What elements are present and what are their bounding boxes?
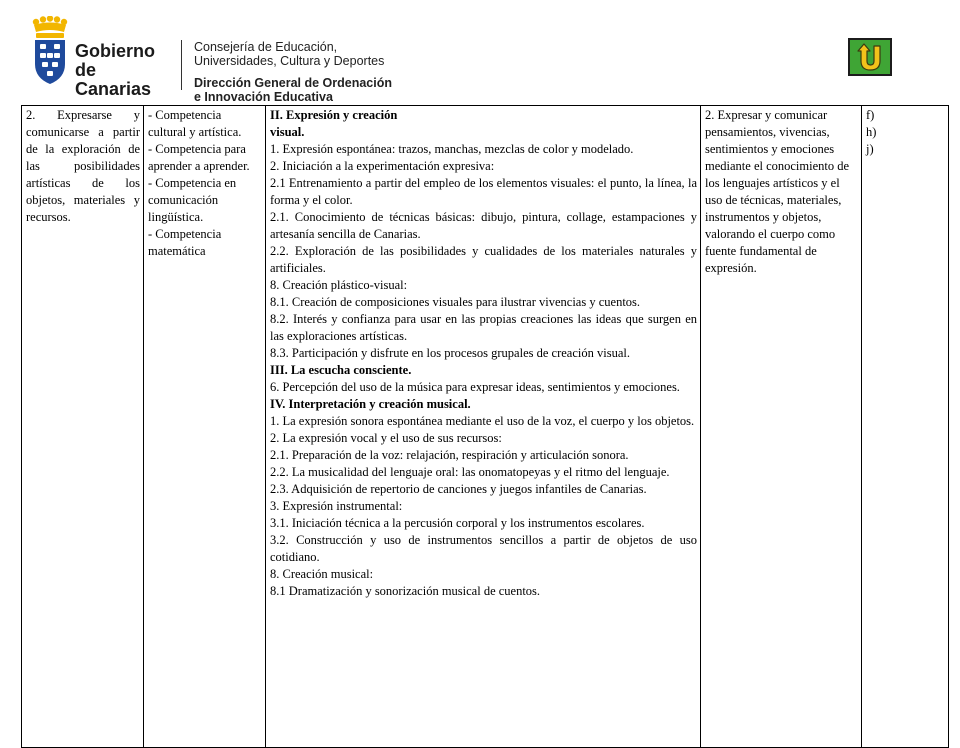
contents-cell: [266, 106, 701, 748]
logo-line-2: de Canarias: [75, 60, 152, 99]
content-item: 2. Iniciación a la experimentación expresiva:: [270, 159, 495, 173]
content-item: 8. Creación plástico-visual:: [270, 278, 408, 292]
content-item: 8.1. Creación de composiciones visuales para ilustrar vivencias y cuentos.: [270, 295, 641, 309]
content-heading: II. Expresión y creación: [270, 108, 398, 122]
logo-line-1: Gobierno: [75, 41, 155, 61]
direccion-line-1: Dirección General de Ordenación: [194, 76, 392, 90]
content-item: 2.1. Conocimiento de técnicas básicas: dibujo, pintura, collage, estampaciones y artesanía sencilla de Canarias.: [270, 210, 697, 241]
content-item: 8.1 Dramatización y sonorización musical de cuentos.: [270, 584, 541, 598]
content-item: 3.1. Iniciación técnica a la percusión corporal y los instrumentos escolares.: [270, 516, 645, 530]
content-item: 2.2. La musicalidad del lenguaje oral: las onomatopeyas y el ritmo del lenguaje.: [270, 465, 670, 479]
content-item: 6. Percepción del uso de la música para expresar ideas, sentimientos y emociones.: [270, 380, 680, 394]
content-item: 2.1. Preparación de la voz: relajación, respiración y articulación sonora.: [270, 448, 629, 462]
content-item: 8.2. Interés y confianza para usar en las propias creaciones las ideas que surgen en las exploraciones artísticas.: [270, 312, 697, 343]
content-item: 3. Expresión instrumental:: [270, 499, 403, 513]
content-item: 2. La expresión vocal y el uso de sus recursos:: [270, 431, 502, 445]
content-item: 1. Expresión espontánea: trazos, manchas, mezclas de color y modelado.: [270, 142, 634, 156]
objective-cell: 2. Expresarse y comunicarse a partir de la exploración de las posibilidades artísticas de los objetos, materiales y recursos.: [22, 106, 144, 748]
u-turn-arrow-icon: [850, 40, 890, 74]
stage-objectives-cell: [862, 106, 949, 748]
content-heading: IV. Interpretación y creación musical.: [270, 397, 471, 411]
evaluation-criterion-cell: 2. Expresar y comunicar pensamientos, vivencias, sentimientos y emociones mediante el conocimiento de los lenguajes artísticos y el uso de técnicas, materiales, instrumentos y objetos, valorando el cuerpo como fuente fundamental de expresión.: [701, 106, 862, 748]
competency-item: - Competencia para aprender a aprender.: [148, 142, 250, 173]
competency-item: - Competencia cultural y artística.: [148, 108, 242, 139]
competencies-cell: [144, 106, 266, 748]
direccion-general-title: [194, 76, 392, 104]
competency-item: - Competencia matemática: [148, 227, 222, 258]
consejeria-line-2: Universidades, Cultura y Deportes: [194, 54, 385, 68]
content-item: 8. Creación musical:: [270, 567, 374, 581]
content-item: 2.2. Exploración de las posibilidades y cualidades de los materiales naturales y artificiales.: [270, 244, 697, 275]
curriculum-table: [21, 105, 949, 748]
stage-objective: j): [866, 142, 874, 156]
back-button[interactable]: [848, 38, 892, 76]
gobierno-de-canarias-logo: [30, 16, 172, 99]
content-heading: visual.: [270, 125, 305, 139]
logo-wordmark: [75, 42, 172, 99]
competency-item: - Competencia en comunicación lingüística.: [148, 176, 237, 224]
content-item: 1. La expresión sonora espontánea mediante el uso de la voz, el cuerpo y los objetos.: [270, 414, 695, 428]
header-divider: [181, 40, 182, 90]
consejeria-line-1: Consejería de Educación,: [194, 40, 338, 54]
consejeria-title: [194, 40, 384, 68]
stage-objective: f): [866, 108, 875, 122]
content-item: 2.1 Entrenamiento a partir del empleo de los elementos visuales: el punto, la línea, la forma y el color.: [270, 176, 697, 207]
content-item: 8.3. Participación y disfrute en los procesos grupales de creación visual.: [270, 346, 630, 360]
stage-objective: h): [866, 125, 877, 139]
canarias-crest-icon: [30, 16, 70, 86]
table-row: [22, 106, 949, 748]
content-item: 3.2. Construcción y uso de instrumentos sencillos a partir de objetos de uso cotidiano.: [270, 533, 697, 564]
content-item: 2.3. Adquisición de repertorio de canciones y juegos infantiles de Canarias.: [270, 482, 647, 496]
direccion-line-2: e Innovación Educativa: [194, 90, 333, 104]
content-heading: III. La escucha consciente.: [270, 363, 412, 377]
